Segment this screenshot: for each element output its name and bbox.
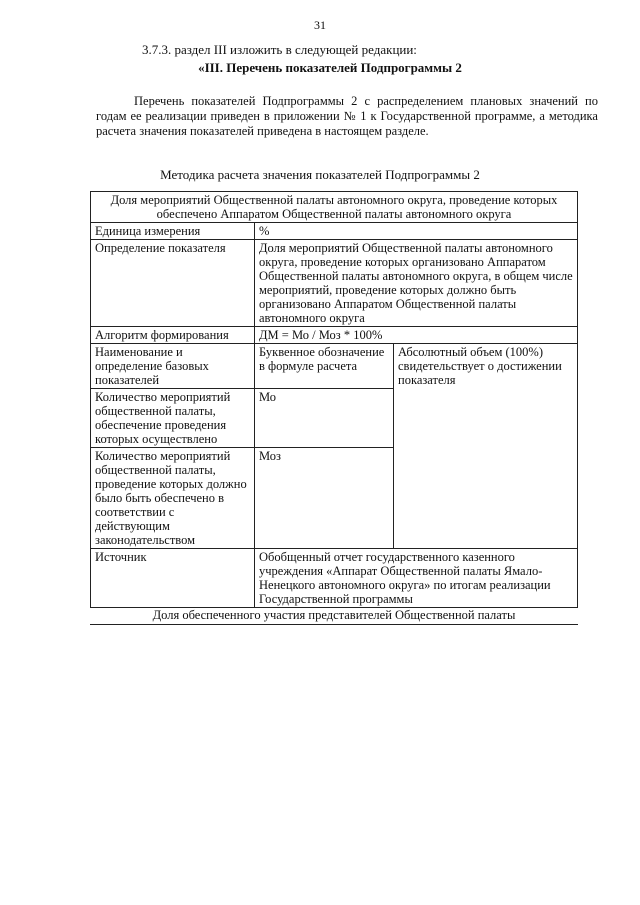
table-row (91, 549, 578, 608)
page-number: 31 (314, 18, 326, 32)
row2-symbol: Моз (255, 448, 394, 549)
section-line: 3.7.3. раздел III изложить в следующей редакции: (142, 42, 417, 57)
base-header-symbol: Буквенное обозначение в формуле расчета (255, 344, 394, 389)
row2-name: Количество мероприятий общественной палаты, проведение которых должно было быть обеспечено в соответствии с действующим законодательством (91, 448, 255, 549)
base-header-name: Наименование и определение базовых показателей (91, 344, 255, 389)
intro-paragraph: Перечень показателей Подпрограммы 2 с распределением плановых значений по годам ее реализации приведен в приложении № 1 к Государственной программе, а методика расчета значения показателей приведена в настоящем разделе. (96, 94, 598, 138)
unit-value: % (255, 223, 578, 240)
source-value: Обобщенный отчет государственного казенного учреждения «Аппарат Общественной палаты Ямало-Ненецкого автономного округа» по итогам реализации Государственной программы (255, 549, 578, 608)
unit-label: Единица измерения (91, 223, 255, 240)
table-row (91, 240, 578, 327)
table-row (91, 192, 578, 223)
row1-symbol: Мо (255, 389, 394, 448)
row1-name: Количество мероприятий общественной палаты, обеспечение проведения которых осуществлено (91, 389, 255, 448)
section-heading: «III. Перечень показателей Подпрограммы 2 (198, 60, 462, 75)
table-row (91, 344, 578, 389)
table-row (91, 223, 578, 240)
definition-label: Определение показателя (91, 240, 255, 327)
source-label: Источник (91, 549, 255, 608)
footer-text: Доля обеспеченного участия представителей Общественной палаты (90, 608, 578, 625)
algorithm-label: Алгоритм формирования (91, 327, 255, 344)
algorithm-value: ДМ = Мо / Моз * 100% (255, 327, 578, 344)
indicator-table (90, 191, 578, 608)
definition-value: Доля мероприятий Общественной палаты автономного округа, проведение которых организовано Аппаратом Общественной палаты автономного округа, в общем числе мероприятий, проведение которых должно быть организовано Аппаратом Общественной палаты автономного округа (255, 240, 578, 327)
indicator-title: Доля мероприятий Общественной палаты автономного округа, проведение которых обеспечено Аппаратом Общественной палаты автономного округа (91, 192, 578, 223)
table-title: Методика расчета значения показателей Подпрограммы 2 (160, 167, 480, 182)
table-row (91, 327, 578, 344)
base-header-absolute: Абсолютный объем (100%) свидетельствует о достижении показателя (394, 344, 578, 549)
